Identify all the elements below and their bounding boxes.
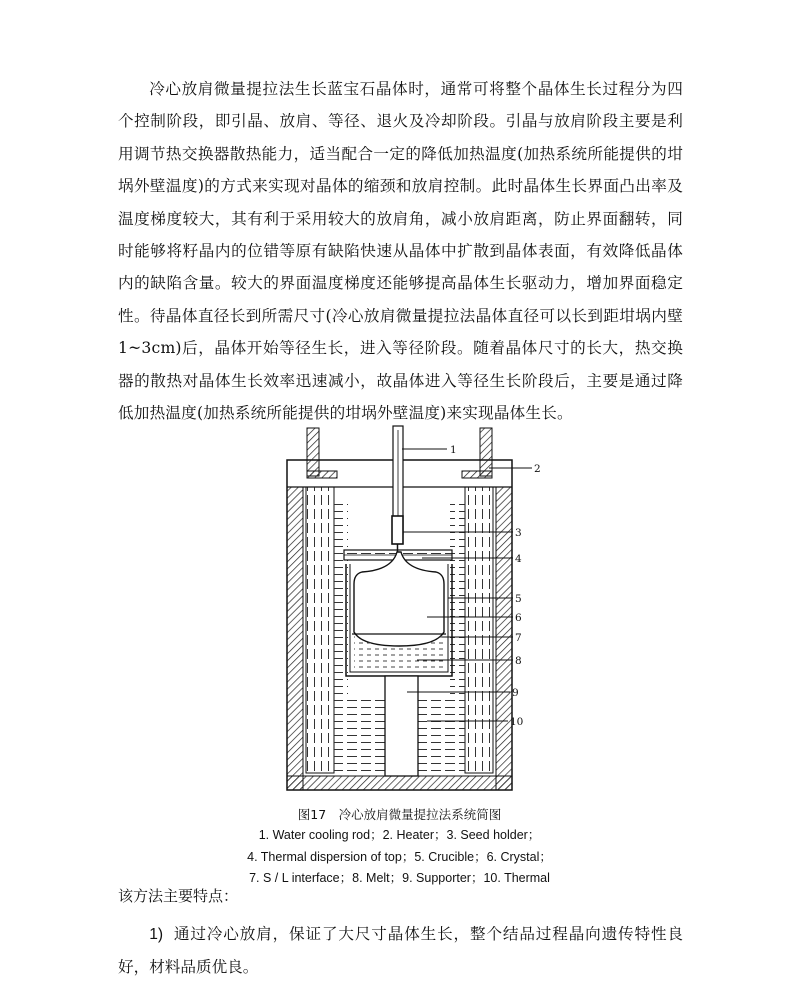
callout-10: 10	[510, 716, 524, 728]
right-thermal-zone	[418, 694, 465, 774]
point-number: 1)	[149, 926, 164, 943]
left-thermal-zone	[334, 694, 385, 774]
callout-4: 4	[515, 553, 522, 565]
callout-2: 2	[534, 463, 541, 475]
callout-8: 8	[515, 655, 522, 667]
callout-9: 9	[512, 687, 519, 699]
callout-1: 1	[450, 444, 457, 456]
left-insulation-wall	[287, 487, 303, 790]
bottom-insulation-wall	[287, 776, 512, 790]
right-heater-flange	[462, 471, 492, 478]
figure-caption-line: 7. S / L interface；8. Melt；9. Supporter；10. Thermal	[249, 871, 550, 885]
callout-5: 5	[515, 593, 522, 605]
callout-6: 6	[515, 612, 522, 624]
point-text: 通过冷心放肩，保证了大尺寸晶体生长，整个结品过程晶向遗传特性良好，材料品质优良。	[118, 925, 683, 976]
callout-3: 3	[515, 527, 522, 539]
right-heater-post	[480, 428, 492, 476]
features-heading: 该方法主要特点：	[118, 887, 239, 905]
figure-caption-line: 4. Thermal dispersion of top；5. Crucible；6. Crystal；	[247, 850, 552, 864]
left-heater	[306, 487, 334, 773]
seed-holder	[392, 516, 403, 544]
left-heater-flange	[307, 471, 337, 478]
callout-7: 7	[515, 632, 522, 644]
furnace-diagram	[262, 424, 540, 802]
feature-point	[118, 918, 683, 983]
supporter	[385, 676, 418, 776]
figure-caption-title: 图17 冷心放肩微量提拉法系统简图	[297, 807, 502, 822]
crystal	[354, 552, 444, 646]
left-heater-post	[307, 428, 319, 476]
right-heater	[465, 487, 493, 773]
body-paragraph: 冷心放肩微量提拉法生长蓝宝石晶体时，通常可将整个晶体生长过程分为四个控制阶段，即引晶、放肩、等径、退火及冷却阶段。引晶与放肩阶段主要是利用调节热交换器散热能力，适当配合一定的降低加热温度(加热系统所能提供的坩埚外壁温度)的方式来实现对晶体的缩颈和放肩控制。此时晶体生长界面凸出率及温度梯度较大，其有利于采用较大的放肩角，减小放肩距离，防止界面翻转，同时能够将籽晶内的位错等原有缺陷快速从晶体中扩散到晶体表面，有效降低晶体内的缺陷含量。较大的界面温度梯度还能够提高晶体生长驱动力，增加界面稳定性。待晶体直径长到所需尺寸(冷心放肩微量提拉法晶体直径可以长到距坩埚内壁1~3cm)后，晶体开始等径生长，进入等径阶段。随着晶体尺寸的长大，热交换器的散热对晶体生长效率迅速减小，故晶体进入等径生长阶段后，主要是通过降低加热温度(加热系统所能提供的坩埚外壁温度)来实现晶体生长。	[118, 80, 683, 423]
figure-caption-line: 1. Water cooling rod；2. Heater；3. Seed holder；	[258, 828, 541, 842]
